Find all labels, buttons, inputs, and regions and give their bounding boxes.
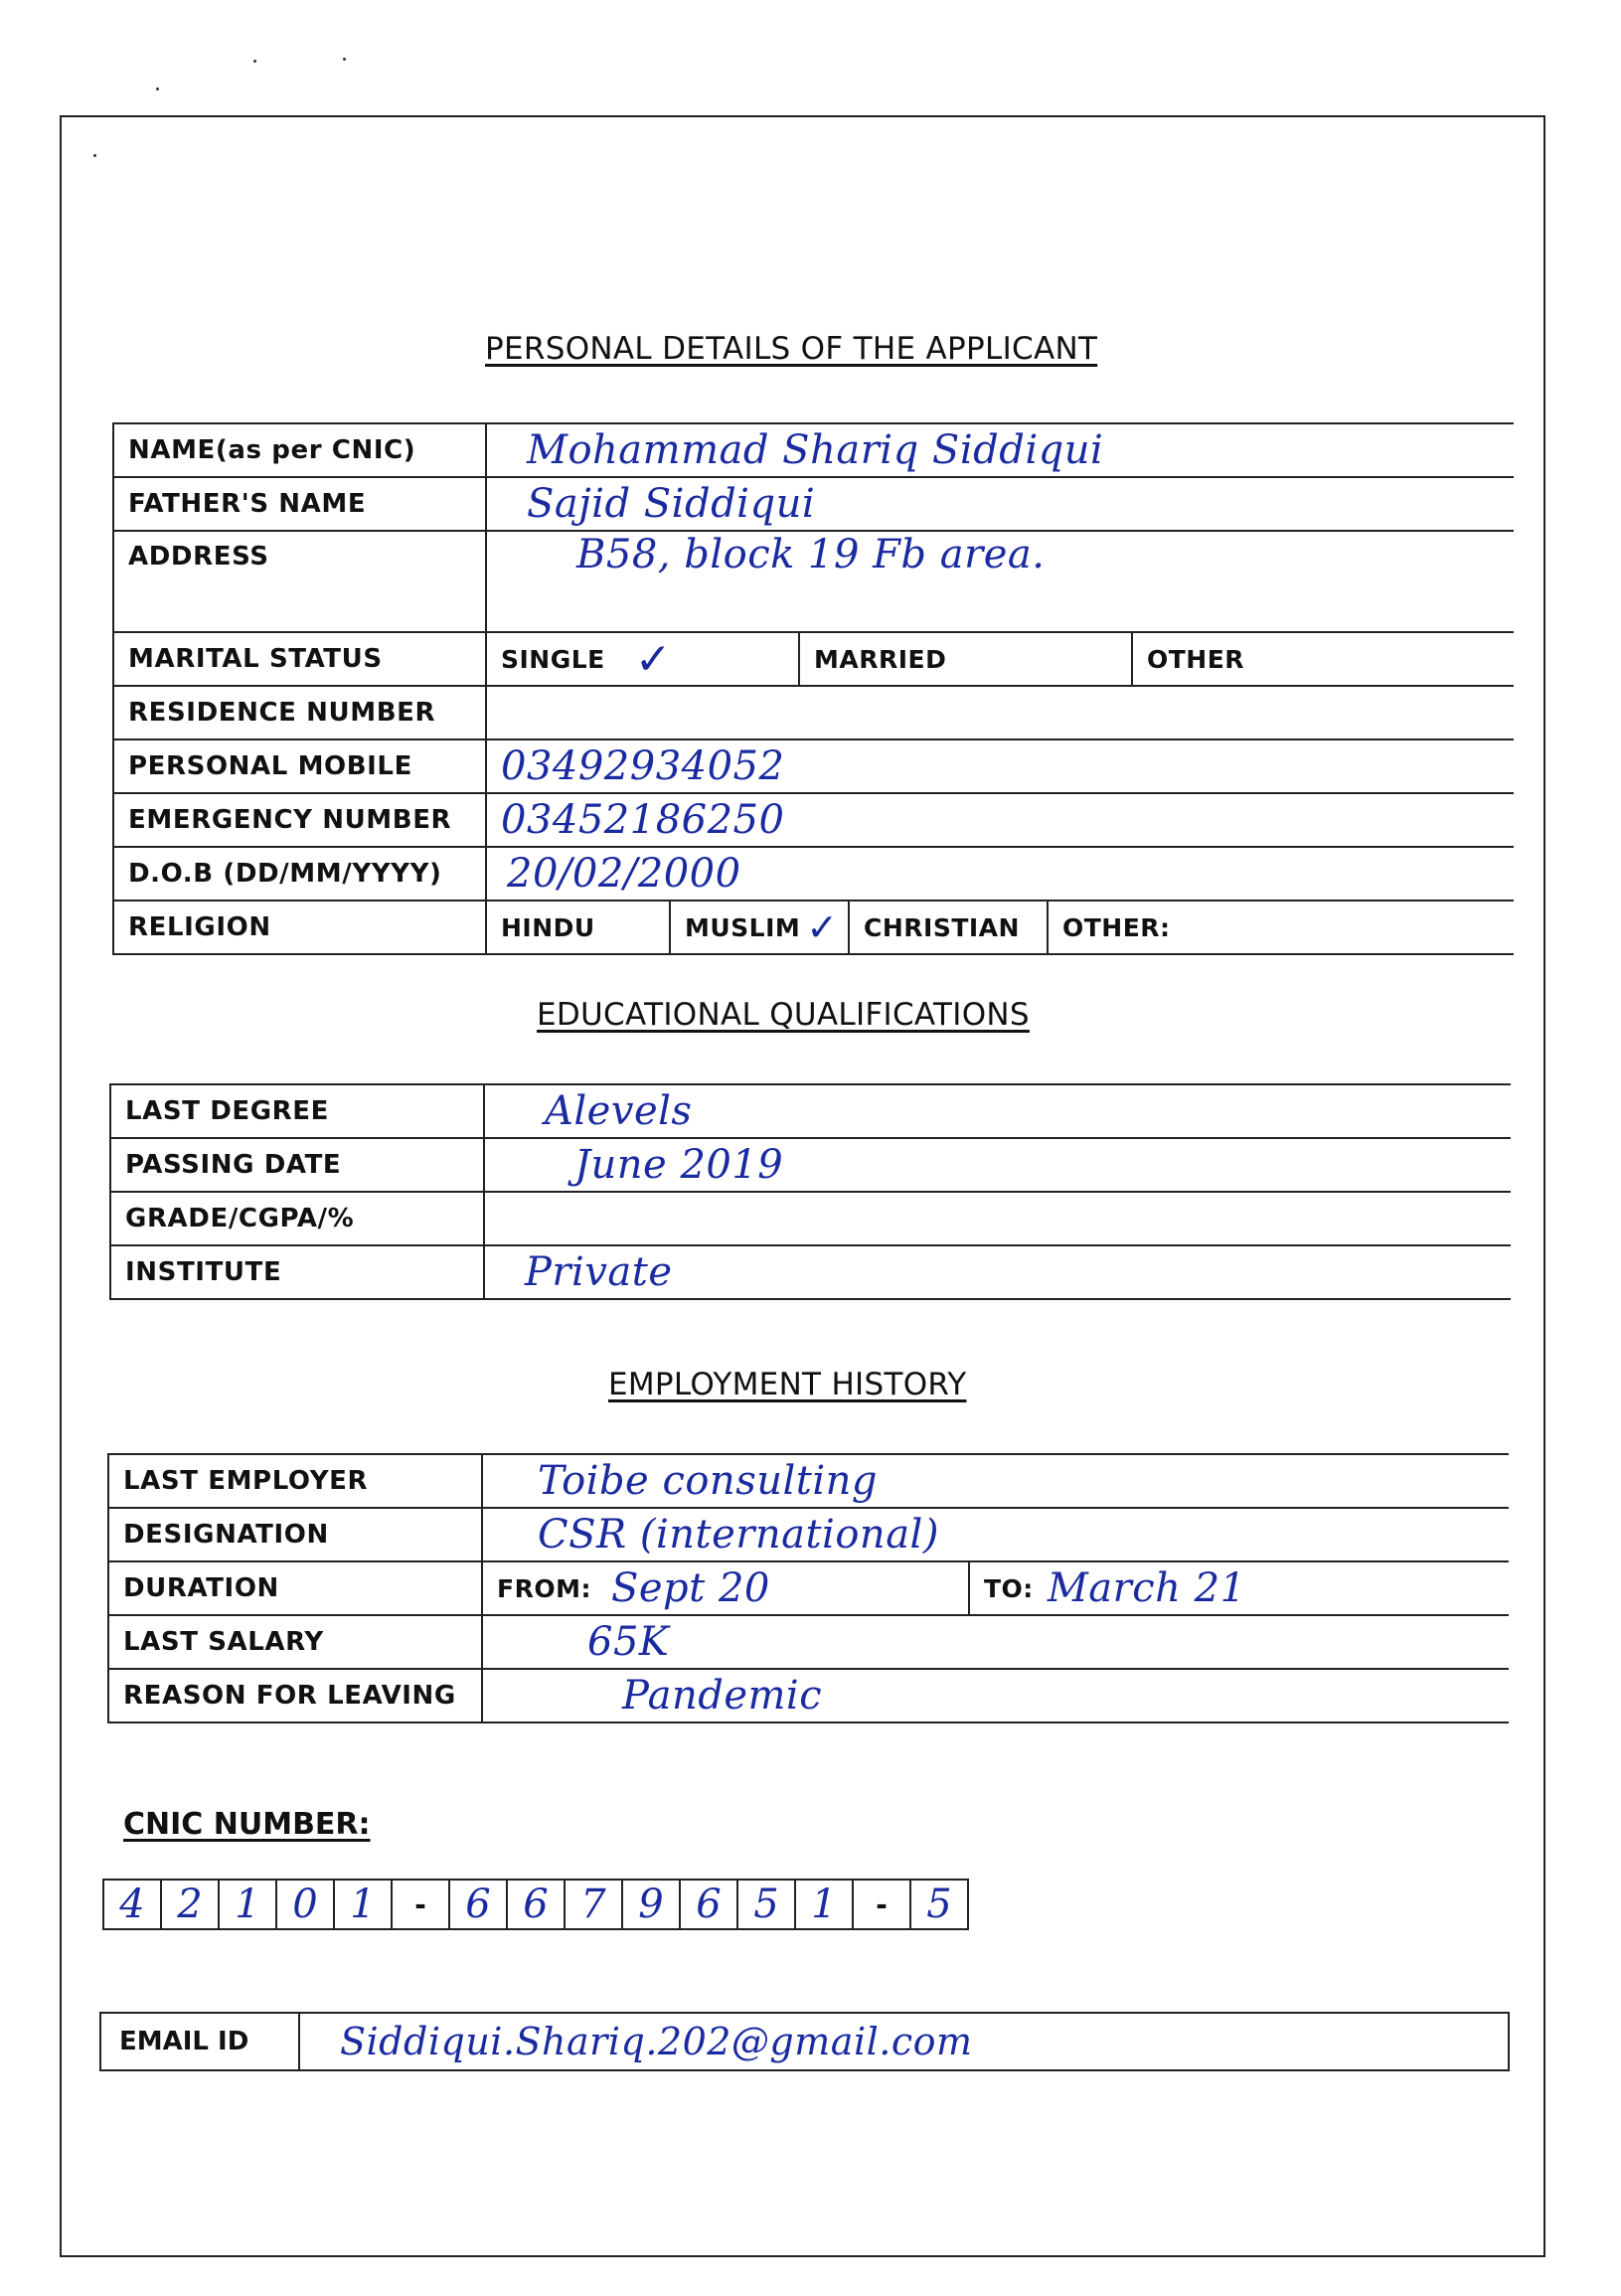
emergency-number-value: 03452186250 [501, 797, 785, 843]
table-row [110, 1084, 1511, 1138]
emergency-number-field[interactable] [486, 793, 1514, 847]
email-row [99, 2012, 1510, 2071]
email-value: Siddiqui.Shariq.202@gmail.com [340, 2020, 973, 2063]
cnic-digit[interactable]: 5 [736, 1879, 796, 1930]
institute-value: Private [525, 1249, 673, 1295]
passing-date-field[interactable] [484, 1138, 1511, 1192]
table-row [108, 1669, 1509, 1722]
checkmark-icon: ✓ [634, 633, 673, 685]
religion-option-other[interactable] [1049, 902, 1171, 953]
marital-option-married-label: MARRIED [814, 644, 947, 674]
personal-mobile-label: PERSONAL MOBILE [113, 739, 486, 793]
table-row [113, 847, 1514, 901]
cnic-digit[interactable]: 6 [506, 1879, 566, 1930]
name-value: Mohammad Shariq Siddiqui [527, 427, 1104, 473]
email-field[interactable] [300, 2014, 973, 2069]
cnic-digit[interactable]: 7 [564, 1879, 623, 1930]
dob-field[interactable] [486, 847, 1514, 901]
duration-field [482, 1561, 1509, 1615]
cnic-separator: - [391, 1879, 450, 1930]
designation-field[interactable] [482, 1508, 1509, 1561]
designation-value: CSR (international) [538, 1512, 939, 1558]
cnic-number-boxes [102, 1879, 967, 1930]
last-salary-value: 65K [587, 1619, 670, 1665]
duration-to-value: March 21 [1047, 1565, 1246, 1611]
institute-label: INSTITUTE [110, 1245, 484, 1299]
reason-for-leaving-field[interactable] [482, 1669, 1509, 1722]
table-row [113, 739, 1514, 793]
cnic-digit[interactable]: 4 [102, 1879, 162, 1930]
cnic-digit[interactable]: 2 [160, 1879, 220, 1930]
emergency-number-label: EMERGENCY NUMBER [113, 793, 486, 847]
religion-option-hindu[interactable] [487, 902, 671, 953]
cnic-digit[interactable]: 6 [448, 1879, 508, 1930]
cnic-digit[interactable]: 1 [794, 1879, 854, 1930]
scan-speck [253, 60, 256, 63]
duration-to[interactable] [970, 1562, 1246, 1614]
religion-label: RELIGION [113, 901, 486, 954]
father-name-field[interactable] [486, 477, 1514, 531]
table-row [113, 477, 1514, 531]
duration-label: DURATION [108, 1561, 482, 1615]
cnic-digit[interactable]: 1 [333, 1879, 393, 1930]
last-degree-label: LAST DEGREE [110, 1084, 484, 1138]
duration-from-value: Sept 20 [610, 1565, 770, 1611]
last-degree-value: Alevels [545, 1088, 693, 1134]
religion-option-christian-label: CHRISTIAN [864, 912, 1020, 942]
section-heading-education: EDUCATIONAL QUALIFICATIONS [537, 997, 1030, 1033]
last-employer-label: LAST EMPLOYER [108, 1454, 482, 1508]
cnic-digit[interactable]: 0 [275, 1879, 335, 1930]
cnic-title: CNIC NUMBER: [123, 1807, 371, 1842]
employment-table [107, 1453, 1509, 1723]
table-row [110, 1192, 1511, 1245]
dob-value: 20/02/2000 [507, 851, 741, 897]
marital-option-married[interactable] [800, 633, 1133, 685]
education-table [109, 1083, 1511, 1300]
personal-mobile-field[interactable] [486, 739, 1514, 793]
table-row [108, 1615, 1509, 1669]
marital-option-other-label: OTHER [1147, 644, 1245, 674]
table-row [108, 1561, 1509, 1615]
section-heading-employment: EMPLOYMENT HISTORY [608, 1367, 967, 1402]
marital-option-single[interactable] [487, 633, 800, 685]
duration-to-label: TO: [984, 1573, 1034, 1603]
checkmark-icon: ✓ [806, 905, 839, 949]
marital-status-options [486, 632, 1514, 686]
last-degree-field[interactable] [484, 1084, 1511, 1138]
table-row [113, 531, 1514, 632]
name-label: NAME(as per CNIC) [113, 423, 486, 477]
cnic-digit[interactable]: 5 [909, 1879, 969, 1930]
name-field[interactable] [486, 423, 1514, 477]
address-field[interactable] [486, 531, 1514, 632]
table-row [113, 423, 1514, 477]
religion-option-other-label: OTHER: [1062, 912, 1171, 942]
marital-option-other[interactable] [1133, 633, 1244, 685]
table-row [110, 1138, 1511, 1192]
personal-mobile-value: 03492934052 [501, 743, 785, 789]
marital-option-single-label: SINGLE [501, 644, 605, 674]
scan-speck [156, 87, 159, 90]
table-row [113, 793, 1514, 847]
designation-label: DESIGNATION [108, 1508, 482, 1561]
address-value: B58, block 19 Fb area. [576, 532, 1046, 577]
cnic-separator: - [852, 1879, 911, 1930]
scan-speck [343, 58, 346, 61]
religion-option-muslim[interactable] [671, 902, 850, 953]
religion-option-christian[interactable] [850, 902, 1049, 953]
last-employer-value: Toibe consulting [538, 1458, 879, 1504]
passing-date-value: June 2019 [574, 1142, 784, 1188]
last-salary-label: LAST SALARY [108, 1615, 482, 1669]
personal-details-table [112, 422, 1514, 955]
institute-field[interactable] [484, 1245, 1511, 1299]
passing-date-label: PASSING DATE [110, 1138, 484, 1192]
table-row [110, 1245, 1511, 1299]
reason-for-leaving-label: REASON FOR LEAVING [108, 1669, 482, 1722]
religion-options [486, 901, 1514, 954]
address-label: ADDRESS [113, 531, 486, 632]
table-row [108, 1508, 1509, 1561]
marital-status-label: MARITAL STATUS [113, 632, 486, 686]
duration-from-label: FROM: [497, 1573, 591, 1603]
scan-speck [93, 154, 96, 157]
cnic-digit[interactable]: 1 [218, 1879, 277, 1930]
religion-option-muslim-label: MUSLIM [685, 912, 801, 942]
table-row [113, 901, 1514, 954]
grade-field[interactable] [484, 1192, 1511, 1245]
last-employer-field[interactable] [482, 1454, 1509, 1508]
last-salary-field[interactable] [482, 1615, 1509, 1669]
cnic-digit[interactable]: 6 [679, 1879, 738, 1930]
father-name-label: FATHER'S NAME [113, 477, 486, 531]
reason-for-leaving-value: Pandemic [622, 1673, 823, 1719]
cnic-digit[interactable]: 9 [621, 1879, 681, 1930]
grade-label: GRADE/CGPA/% [110, 1192, 484, 1245]
email-label: EMAIL ID [101, 2014, 300, 2069]
table-row [113, 686, 1514, 739]
table-row [108, 1454, 1509, 1508]
residence-number-field[interactable] [486, 686, 1514, 739]
table-row [113, 632, 1514, 686]
residence-number-label: RESIDENCE NUMBER [113, 686, 486, 739]
section-heading-personal: PERSONAL DETAILS OF THE APPLICANT [485, 331, 1098, 367]
religion-option-hindu-label: HINDU [501, 912, 595, 942]
duration-from[interactable] [483, 1562, 970, 1614]
father-name-value: Sajid Siddiqui [527, 481, 816, 527]
dob-label: D.O.B (DD/MM/YYYY) [113, 847, 486, 901]
